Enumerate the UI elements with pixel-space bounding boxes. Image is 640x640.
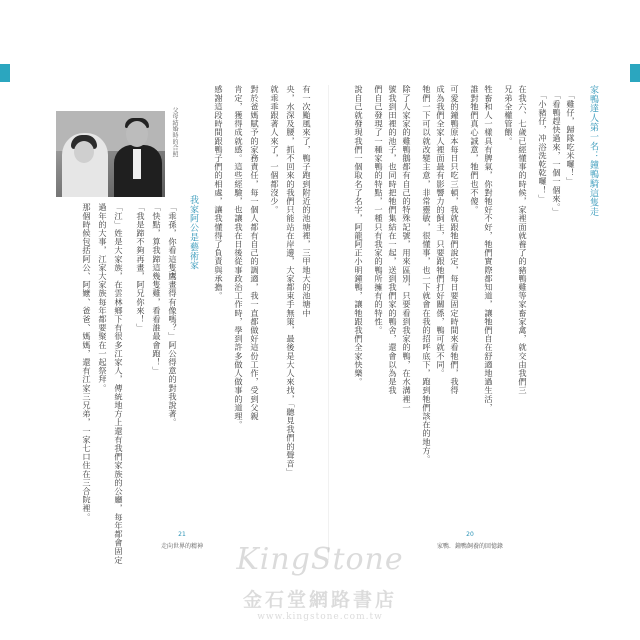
body-column: 兄弟全權管餵。 [504, 85, 514, 146]
watermark-brand: KingStone [236, 542, 404, 577]
quote-line: 「乖孫，你看這隻鷹畫得有像嗎？」阿公得意的對我說著。 [168, 203, 178, 427]
body-column: 感謝這段時間跟鴨子們的相處，讓我懂得了負責與承擔。 [214, 85, 224, 300]
section-subheading: 我家阿公是藝術家 [188, 195, 198, 271]
book-spread [52, 85, 605, 565]
body-column: 們自己發現了一種家鴨的特點，一種只有我家的鴨所擁有的特性。 [374, 85, 384, 335]
left-margin-tab [0, 64, 10, 82]
body-column: 成為我們全家人裡面最有影響力的飼主，只要跟牠們打好關係，鴨可就不同。 [436, 85, 446, 378]
body-column: 誰對牠們真心誠意，牠們也不傻。 [470, 85, 480, 214]
body-column: 牠們一下可以就改變主意，非常靈敏，很懂事，也一下就會在我的招呼底下，跑到牠們該在的地方。 [422, 85, 432, 464]
body-column: 肯定，獲得成就感。這些經驗，也讓我在日後從事政治工作時，學到許多做人做事的道理。 [234, 85, 244, 429]
body-column: 可愛的鐘鴨原本每日只吃三頓，我就跟牠們說定，每日要固定時間來看牠們，我得 [450, 85, 460, 395]
body-column: 除了人家家的雞鴨鵝都有自己的特殊記號，用來區別，只要看到我家的鴨，在水溝裡一 [402, 85, 412, 412]
book-gutter [328, 85, 329, 560]
quote-line: 「快點，算我蹄這幾隻雞，看看誰最會跑！」 [152, 203, 162, 375]
body-column: 「江」姓是大家族，在雲林鄉下有很多江家人，傳統地方上還有我們家族的公廳，每年都會固定 [114, 203, 124, 565]
quote-line: 「雞仔，歸隊吃米囉！」 [566, 91, 576, 186]
right-page [340, 85, 605, 560]
body-column: 牲畜和人一樣具有脾氣，你對牠好不好，牠們實際都知道，讓牠們自在舒適地過生活， [484, 85, 494, 412]
body-column: 對於爸媽賦予的家務責任，每一個人都有自己的調適，我一直都做好這份工作，受到父親 [250, 85, 260, 421]
quote-line: 「小豬仔，冲浴洗乾乾囉！」 [538, 91, 548, 203]
running-title: 走向世界的精神 [160, 543, 203, 550]
watermark-url: www.kingstone.com.tw [257, 612, 383, 622]
quote-line: 「看鴨趕快過來，一個一個來。」 [552, 91, 562, 216]
photo-caption: 父母結婚時的合照 [171, 107, 178, 158]
right-margin-tab [630, 64, 640, 82]
quote-line: 「我是蹄不夠再畫，阿兄你來！」 [136, 203, 146, 332]
left-page [52, 85, 317, 565]
running-title: 家鴨．鐘鴨飼養的回憶錄 [436, 543, 503, 550]
body-column: 那個時候包括阿公、阿嬤、爸爸、媽媽，還有江家三兄弟，一家七口住在三合院裡。 [82, 203, 92, 522]
watermark-name: 金石堂網路書店 [242, 589, 397, 611]
body-column: 央，水深及腰，抓不回來的我們只能站在岸邊，大家都束手無策，最後是大人來找，「聽見我們的聲音」 [286, 85, 296, 477]
wedding-photo [56, 111, 165, 197]
body-column: 有一次颱風來了，鴨子跑到附近的池塘裡，三甲地大的池塘中 [302, 85, 312, 318]
body-column: 號我到田裡的池子，也同時把牠們集結在一起，送到我們家的鴨舍，還會以為是我 [388, 85, 398, 395]
body-column: 過年的大事，江家大家族每年都要聚在一起祭拜。 [98, 203, 108, 393]
section-heading: 家鴨達人第一名：鐘鴨騎這隻走 [588, 85, 598, 217]
page-number: 20 [466, 531, 474, 538]
page-number: 21 [178, 531, 186, 538]
body-column: 就乖乖跟著人來了，一個都沒少。 [270, 85, 280, 214]
body-column: 在我六、七歲已經懂事的時候，家裡面就養了的豬鴨雞等家畜家禽，就交由我們三 [518, 85, 528, 395]
body-column: 說自己就發現我們一個取名了名字，阿龍阿正小明鐘鴨，讓牠跟我們全家快樂。 [354, 85, 364, 386]
